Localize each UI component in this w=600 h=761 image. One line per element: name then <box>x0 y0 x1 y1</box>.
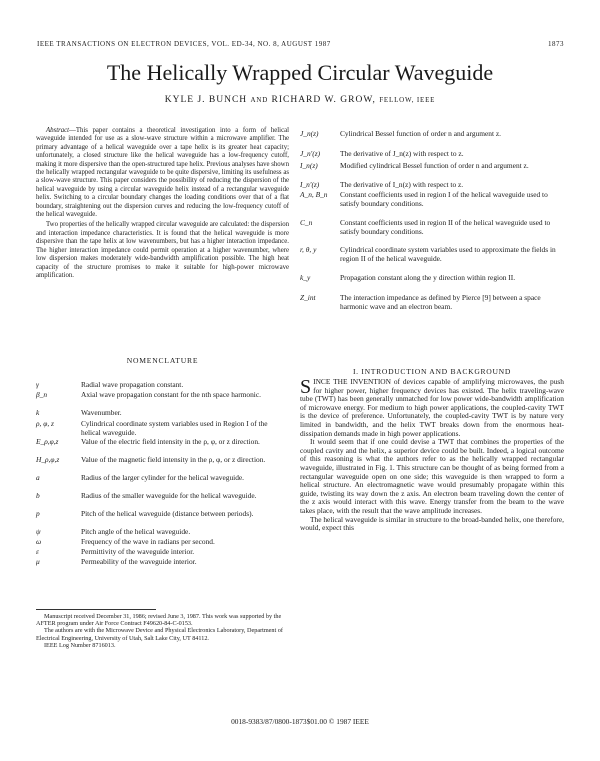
intro-paragraph-1: INCE THE INVENTION of devices capable of amplifying microwaves, the push for higher power, higher frequency devices has existed. The helix traveling-wave tube (TWT) has been generally unmatched for low power wide-bandwidth amplification of microwave energy. For medium to high power applications, the coupled-cavity TWT is the device of preference. Unfortunately, the coupled-cavity TWT is by nature very limited in bandwidth, and the helix TWT breaks down from the enormous heat-dissipation demands made in high power applications. <box>300 377 564 438</box>
drop-cap: S <box>300 376 312 398</box>
nomenclature-symbol: γ <box>36 380 39 389</box>
nomenclature-entry <box>300 219 564 236</box>
footnote-manuscript: Manuscript received December 31, 1986; revised June 3, 1987. This work was supported by the AFTER program under Air Force Contract F49620-84-C-0153. <box>36 613 282 628</box>
footnote-log: IEEE Log Number 8716013. <box>44 641 116 649</box>
page-number: 1873 <box>548 40 564 48</box>
nomenclature-entry <box>36 409 289 418</box>
nomenclature-entry <box>300 181 564 190</box>
nomenclature-definition: Frequency of the wave in radians per second. <box>81 537 215 546</box>
nomenclature-definition: Pitch of the helical waveguide (distance between periods). <box>81 509 254 518</box>
nomenclature-entry <box>36 492 289 501</box>
footnote-affiliation: The authors are with the Microwave Device and Physical Electronics Laboratory, Department of Electrical Engineering, University of Utah, Salt Lake City, UT 84112. <box>36 627 283 642</box>
nomenclature-definition: Cylindrical Bessel function of order n and argument z. <box>340 129 501 138</box>
nomenclature-definition: Wavenumber. <box>81 408 122 417</box>
nomenclature-symbol: k <box>36 408 40 417</box>
nomenclature-entry <box>36 474 289 483</box>
nomenclature-symbol: I_n′(z) <box>300 180 320 189</box>
abstract-paragraph-2: Two properties of the helically wrapped circular waveguide are calculated: the dispersion and interaction impedance characteristics. It is found that the helical waveguide is more dispersive than the tape helix at low wavenumbers, but has a higher interaction impedance. The higher interaction impedance could permit operation at a higher wavenumber, where low dispersion makes moderately wide-bandwidth amplification possible. The high heat capacity of the structure promises to make it suitable for high-power microwave amplification. <box>36 221 289 279</box>
author-2: RICHARD W. GROW, <box>271 95 376 105</box>
abstract-text: —This paper contains a theoretical investigation into a form of helical waveguide intended for use as a slow-wave structure within a microwave amplifier. The primary advantage of a helical waveguide over a tape helix is its greater heat capacity; unfortunately, a closed structure like the helical waveguide has a low-frequency cutoff, making it more dispersive than the open-structured tape helix. Previous analyses have shown the helically wrapped rectangular waveguide to be quite dispersive, limiting its usefulness as a slow-wave structure. This paper considers the possibility of reducing the dispersion of the helical waveguide by using a circular waveguide helix instead of a rectangular waveguide helix. Switching to a circular boundary changes the loading conditions over that of a flat boundary, straightening out the dispersion curves and reducing the low-frequency cutoff of the helical waveguide. <box>36 127 289 219</box>
abstract <box>36 127 289 282</box>
running-header <box>37 40 564 48</box>
nomenclature-definition: Value of the magnetic field intensity in the ρ, φ, or z direction. <box>81 455 266 464</box>
nomenclature-definition: Cylindrical coordinate system variables used to approximate the fields in region II of the helical waveguide. <box>340 245 556 263</box>
nomenclature-symbol: μ <box>36 557 40 566</box>
nomenclature-symbol: J_n′(z) <box>300 149 321 158</box>
nomenclature-entry <box>300 294 564 311</box>
nomenclature-symbol: ψ <box>36 527 41 536</box>
nomenclature-definition: Propagation constant along the y direction within region II. <box>340 273 516 282</box>
nomenclature-symbol: ρ, φ, z <box>36 419 54 428</box>
nomenclature-entry <box>36 391 289 400</box>
nomenclature-symbol: a <box>36 473 40 482</box>
nomenclature-entry <box>36 528 289 537</box>
nomenclature-entry <box>300 191 564 208</box>
nomenclature-symbol: A_n, B_n <box>300 190 328 199</box>
paper-title: The Helically Wrapped Circular Waveguide <box>106 60 494 85</box>
copyright-line: 0018-9383/87/0800-1873$01.00 © 1987 IEEE <box>231 717 369 726</box>
nomenclature-symbol: p <box>36 509 40 518</box>
nomenclature-symbol: k_y <box>300 273 311 282</box>
nomenclature-symbol: r, θ, y <box>300 245 317 254</box>
journal-citation: IEEE TRANSACTIONS ON ELECTRON DEVICES, VOL. ED-34, NO. 8, AUGUST 1987 <box>37 40 331 48</box>
nomenclature-definition: Cylindrical coordinate system variables used in Region I of the helical waveguide. <box>81 419 268 437</box>
nomenclature-definition: Radius of the larger cylinder for the helical waveguide. <box>81 473 245 482</box>
nomenclature-definition: Modified cylindrical Bessel function of order n and argument z. <box>340 161 529 170</box>
nomenclature-entry <box>300 162 564 171</box>
nomenclature-symbol: C_n <box>300 218 313 227</box>
nomenclature-entry <box>36 438 289 447</box>
nomenclature-entry <box>36 538 289 547</box>
nomenclature-symbol: J_n(z) <box>300 129 319 138</box>
nomenclature-entry <box>36 510 289 519</box>
nomenclature-symbol: Z_int <box>300 293 316 302</box>
nomenclature-entry <box>36 548 289 557</box>
nomenclature-definition: Radial wave propagation constant. <box>81 380 184 389</box>
nomenclature-symbol: b <box>36 491 40 500</box>
nomenclature-entry <box>300 274 564 283</box>
section-body <box>300 378 564 533</box>
nomenclature-definition: Constant coefficients used in region I of the helical waveguide used to satisfy boundary conditions. <box>340 190 548 208</box>
nomenclature-entry <box>300 150 564 159</box>
nomenclature-definition: Value of the electric field intensity in the ρ, φ, or z direction. <box>81 437 260 446</box>
nomenclature-entry <box>36 420 289 437</box>
nomenclature-definition: Radius of the smaller waveguide for the helical waveguide. <box>81 491 257 500</box>
author-and: AND <box>250 96 269 104</box>
nomenclature-definition: The interaction impedance as defined by Pierce [9] between a space harmonic wave and an electron beam. <box>340 293 541 311</box>
nomenclature-entry <box>36 558 289 567</box>
nomenclature-symbol: I_n(z) <box>300 161 318 170</box>
nomenclature-definition: Permeability of the waveguide interior. <box>81 557 197 566</box>
nomenclature-entry <box>300 246 564 263</box>
author-1: KYLE J. BUNCH <box>164 95 248 105</box>
nomenclature-symbol: E_ρ,φ,z <box>36 437 59 446</box>
nomenclature-entry <box>300 130 564 139</box>
nomenclature-symbol: ω <box>36 537 42 546</box>
nomenclature-symbol: β_n <box>36 390 48 399</box>
nomenclature-definition: Constant coefficients used in region II of the helical waveguide used to satisfy boundary conditions. <box>340 218 551 236</box>
nomenclature-symbol: ε <box>36 547 39 556</box>
nomenclature-heading: NOMENCLATURE <box>126 356 199 365</box>
footnote <box>36 613 289 649</box>
author-status: FELLOW, IEEE <box>379 96 436 104</box>
nomenclature-definition: Axial wave propagation constant for the nth space harmonic. <box>81 390 261 399</box>
section-heading: I. INTRODUCTION AND BACKGROUND <box>352 367 512 376</box>
nomenclature-entry <box>36 456 289 465</box>
nomenclature-entry <box>36 381 289 390</box>
intro-paragraph-3: The helical waveguide is similar in structure to the broad-banded helix, one therefore, would, expect this <box>300 514 564 533</box>
nomenclature-symbol: H_ρ,φ,z <box>36 455 60 464</box>
nomenclature-definition: Permittivity of the waveguide interior. <box>81 547 195 556</box>
intro-paragraph-2: It would seem that if one could devise a TWT that combines the properties of the coupled cavity and the helix, a superior device could be built. Indeed, a logical outcome of this reasoning is what the authors refer to as the helically wrapped rectangular waveguide, illustrated in Fig. 1. This structure can be thought of as being formed from a rectangular waveguide open on one side; this waveguide is then wrapped to form a helical structure. An electromagnetic wave would presumably propagate within this guide, twisting its way down the z axis. An electron beam traveling down the center of the z axis would interact with this wave. Energy transfer from the beam to the wave takes place, with the result that the wave amplitude increases. <box>300 437 564 515</box>
footnote-rule <box>36 609 156 610</box>
nomenclature-definition: The derivative of J_n(z) with respect to z. <box>340 149 464 158</box>
nomenclature-definition: Pitch angle of the helical waveguide. <box>81 527 191 536</box>
author-line <box>0 95 600 105</box>
nomenclature-definition: The derivative of I_n(z) with respect to z. <box>340 180 464 189</box>
abstract-label: Abstract <box>46 127 70 134</box>
